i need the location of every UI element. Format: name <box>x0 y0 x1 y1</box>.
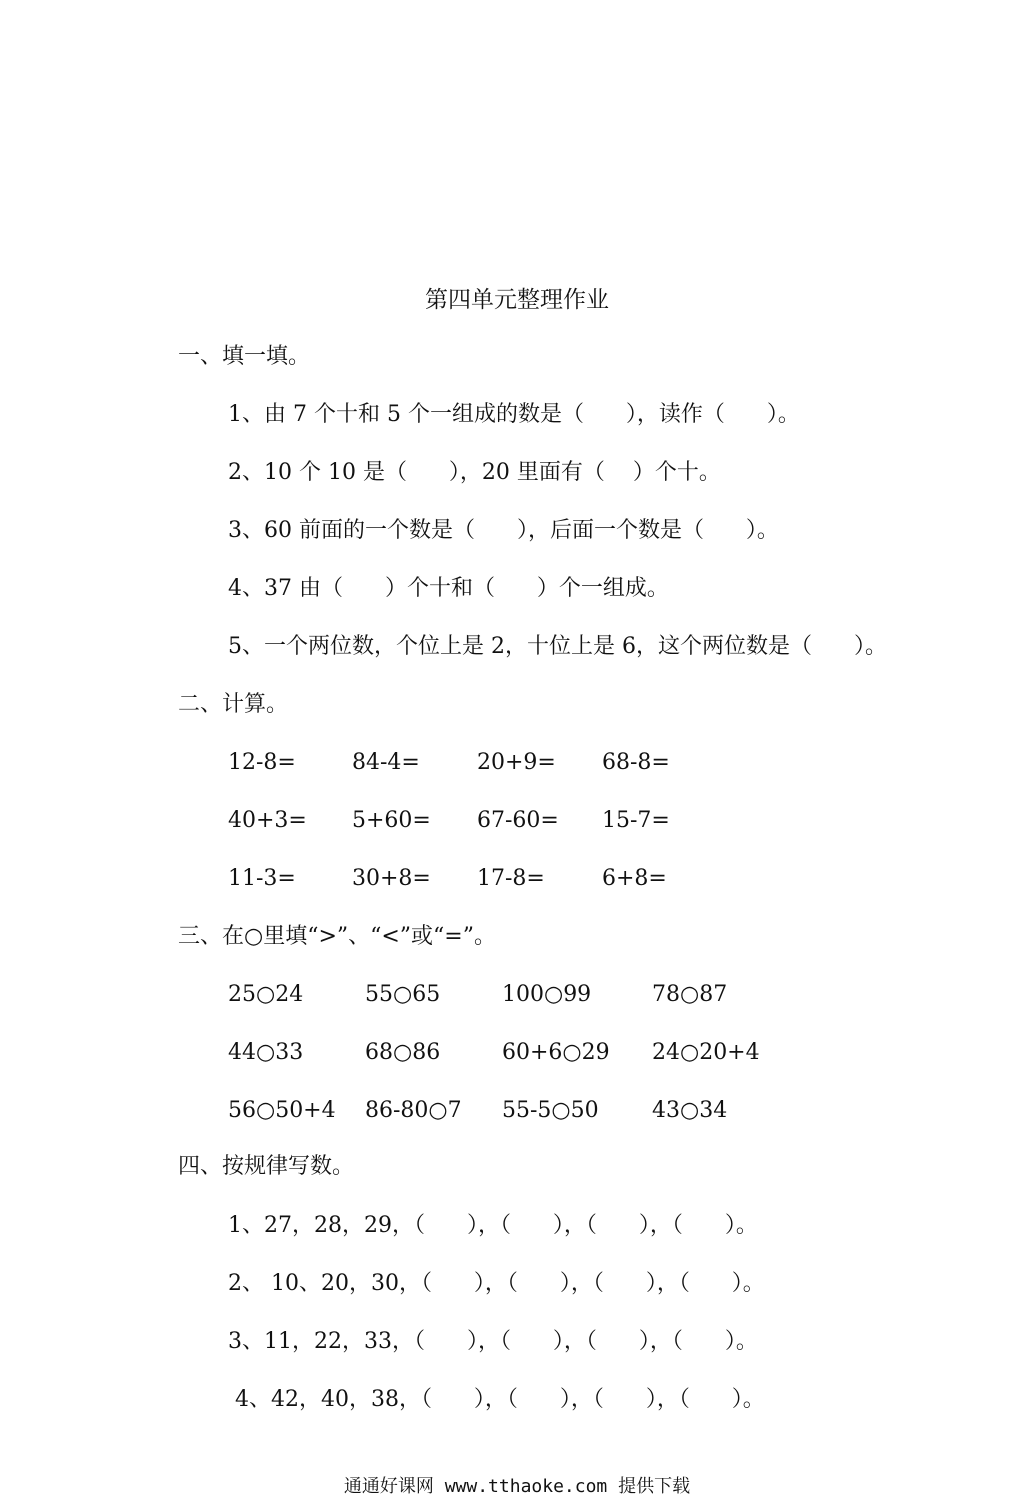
sequence-item-4: 4、42，40，38，（ ），（ ），（ ），（ ）。 <box>228 1387 765 1412</box>
compare-problem: 55-5○50 <box>502 1098 599 1123</box>
compare-problem: 25○24 <box>228 982 304 1007</box>
compare-problem: 56○50+4 <box>228 1098 336 1123</box>
calc-problem: 67-60= <box>477 808 559 833</box>
calc-problem: 68-8= <box>602 750 670 775</box>
fill-in-item-5: 5、一个两位数，个位上是 2，十位上是 6，这个两位数是（ ）。 <box>228 634 887 659</box>
calc-problem: 15-7= <box>602 808 670 833</box>
compare-problem: 100○99 <box>502 982 592 1007</box>
calc-problem: 30+8= <box>352 866 431 891</box>
sequence-item-3: 3、11，22，33，（ ），（ ），（ ），（ ）。 <box>228 1329 758 1354</box>
fill-in-item-3: 3、60 前面的一个数是（ ），后面一个数是（ ）。 <box>228 518 779 543</box>
calc-problem: 84-4= <box>352 750 420 775</box>
sequence-item-2: 2、 10、20，30，（ ），（ ），（ ），（ ）。 <box>228 1271 765 1296</box>
section-1-heading: 一、填一填。 <box>178 344 311 369</box>
calc-problem: 20+9= <box>477 750 556 775</box>
compare-problem: 55○65 <box>365 982 441 1007</box>
compare-problem: 78○87 <box>652 982 728 1007</box>
compare-problem: 68○86 <box>365 1040 441 1065</box>
footer-source: 通通好课网 www.tthaoke.com 提供下载 <box>343 1476 691 1497</box>
fill-in-item-1: 1、由 7 个十和 5 个一组成的数是（ ），读作（ ）。 <box>228 402 800 427</box>
page-title: 第四单元整理作业 <box>425 287 609 313</box>
section-2-heading: 二、计算。 <box>178 692 289 717</box>
calc-problem: 40+3= <box>228 808 307 833</box>
section-4-heading: 四、按规律写数。 <box>178 1154 355 1179</box>
sequence-item-1: 1、27，28，29，（ ），（ ），（ ），（ ）。 <box>228 1213 758 1238</box>
fill-in-item-2: 2、10 个 10 是（ ），20 里面有（ ）个十。 <box>228 460 721 485</box>
calc-problem: 12-8= <box>228 750 296 775</box>
compare-problem: 24○20+4 <box>652 1040 760 1065</box>
compare-problem: 44○33 <box>228 1040 304 1065</box>
compare-problem: 43○34 <box>652 1098 728 1123</box>
fill-in-item-4: 4、37 由（ ）个十和（ ）个一组成。 <box>228 576 669 601</box>
compare-problem: 86-80○7 <box>365 1098 462 1123</box>
calc-problem: 6+8= <box>602 866 667 891</box>
compare-problem: 60+6○29 <box>502 1040 610 1065</box>
calc-problem: 17-8= <box>477 866 545 891</box>
calc-problem: 5+60= <box>352 808 431 833</box>
section-3-heading: 三、在○里填“>”、“<”或“=”。 <box>178 924 496 949</box>
calc-problem: 11-3= <box>228 866 296 891</box>
